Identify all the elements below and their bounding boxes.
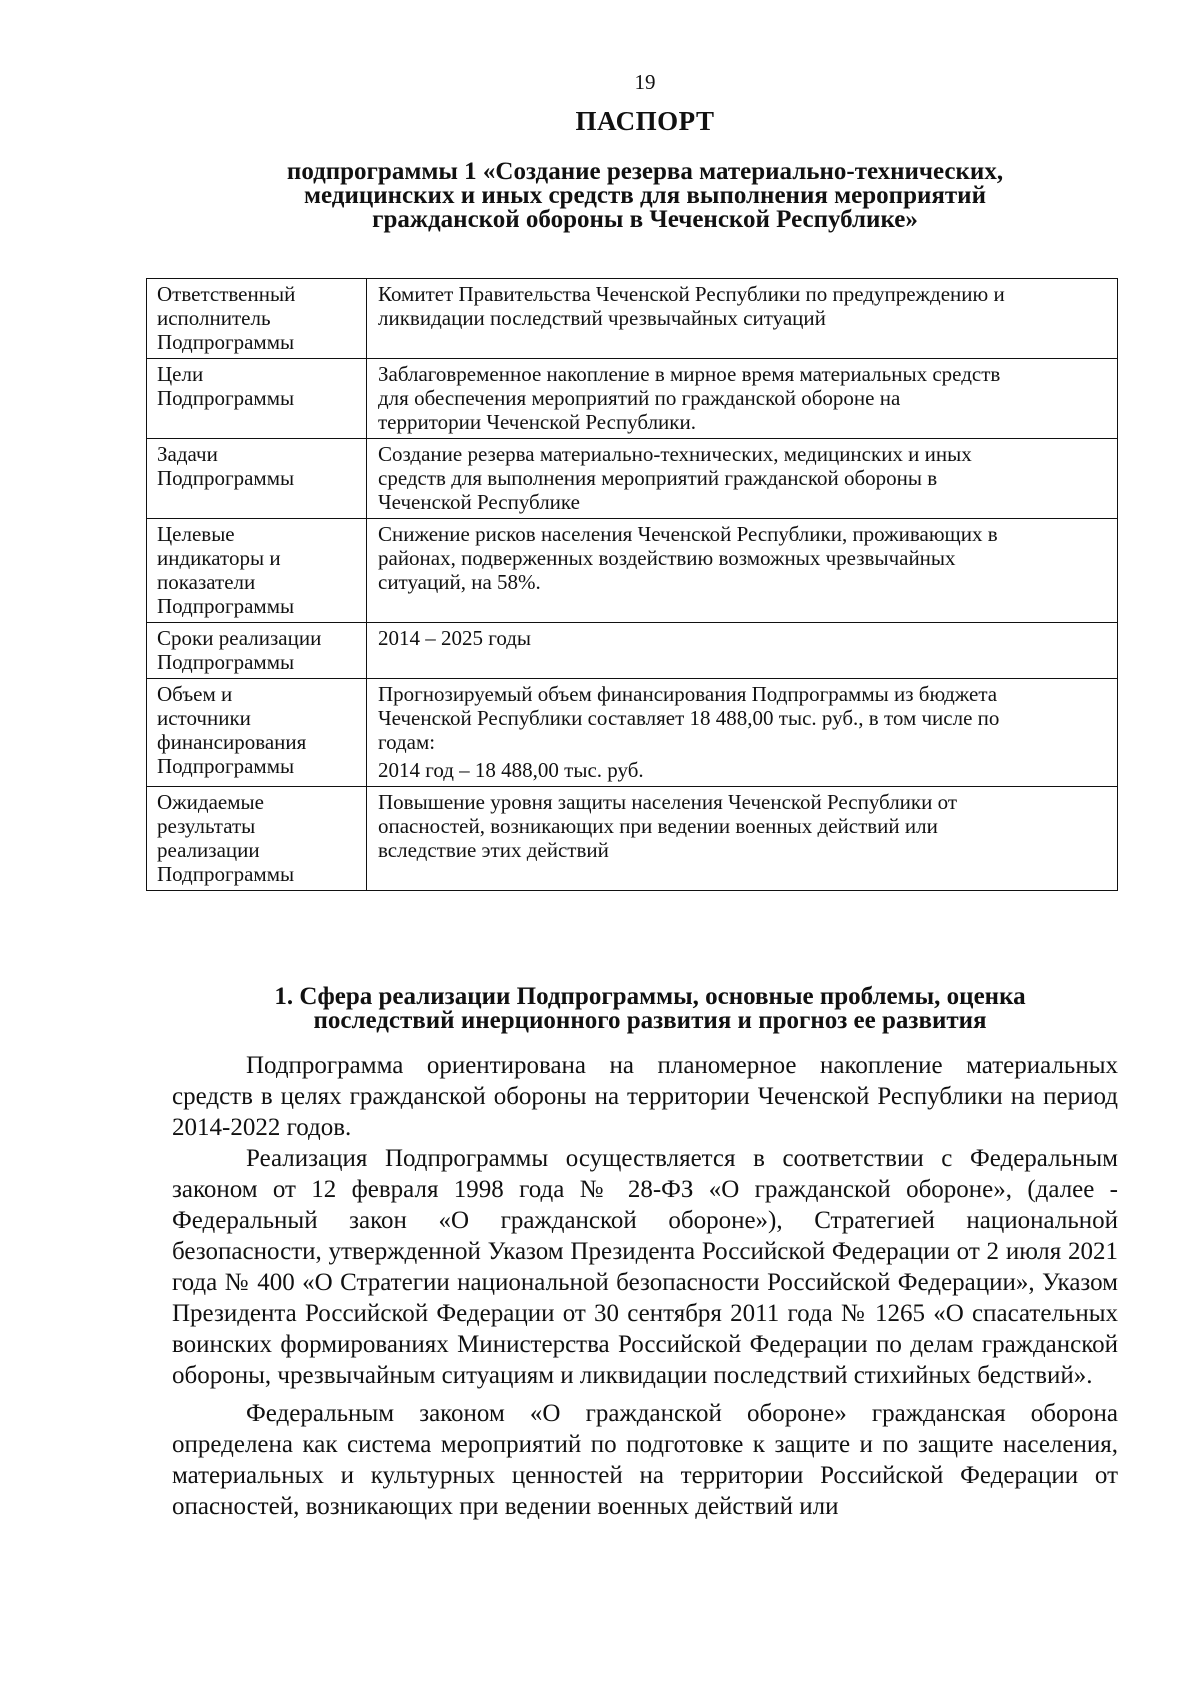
passport-label-line: исполнитель	[157, 306, 271, 330]
passport-value-extra: 2014 год – 18 488,00 тыс. руб.	[378, 758, 644, 782]
passport-value-line: Чеченской Республики составляет 18 488,00 тыс. руб., в том числе по	[378, 706, 1000, 730]
body-text	[172, 1050, 1118, 1522]
passport-label-line: финансирования	[157, 730, 307, 754]
passport-label-line: Объем и	[157, 682, 233, 706]
passport-value-line: Создание резерва материально-технических, медицинских и иных	[378, 442, 972, 466]
passport-label-line: результаты	[157, 814, 256, 838]
section-heading-line: последствий инерционного развития и прогноз ее развития	[313, 1007, 987, 1034]
passport-label-line: Подпрограммы	[157, 594, 295, 618]
paragraph: Реализация Подпрограммы осуществляется в соответствии с Федеральным законом от 12 февраля 1998 года № 28-ФЗ «О гражданской обороне», (далее - Федеральный закон «О гражданской обороне»), Стратегией национальной безопасности, утвержденной Указом Президента Российской Федерации от 2 июля 2021 года № 400 «О Стратегии национальной безопасности Российской Федерации», Указом Президента Российской Федерации от 30 сентября 2011 года № 1265 «О спасательных воинских формированиях Министерства Российской Федерации по делам гражданской обороны, чрезвычайным ситуациям и ликвидации последствий стихийных бедствий».	[172, 1145, 1118, 1389]
passport-row	[147, 623, 1118, 679]
passport-label-line: Подпрограммы	[157, 386, 295, 410]
passport-value-line: годам:	[378, 730, 436, 754]
passport-label-cell	[147, 279, 367, 359]
passport-label-cell	[147, 519, 367, 623]
passport-value-cell	[367, 787, 1118, 891]
document-title: ПАСПОРТ	[575, 106, 715, 136]
passport-value-line: Заблаговременное накопление в мирное время материальных средств	[378, 362, 1001, 386]
passport-label-cell	[147, 623, 367, 679]
section-heading	[220, 985, 1080, 1033]
passport-label-line: индикаторы и	[157, 546, 281, 570]
passport-label-line: Подпрограммы	[157, 466, 295, 490]
passport-label-cell	[147, 679, 367, 787]
passport-value-line: 2014 – 2025 годы	[378, 626, 532, 650]
passport-value-line: Комитет Правительства Чеченской Республики по предупреждению и	[378, 282, 1005, 306]
passport-label-cell	[147, 439, 367, 519]
passport-value-cell	[367, 519, 1118, 623]
passport-label-line: Целевые	[157, 522, 235, 546]
passport-label-line: реализации	[157, 838, 260, 862]
passport-value-line: Снижение рисков населения Чеченской Республики, проживающих в	[378, 522, 998, 546]
passport-value-cell	[367, 623, 1118, 679]
passport-label-line: Ответственный	[157, 282, 296, 306]
passport-value-cell	[367, 679, 1118, 787]
passport-label-line: Сроки реализации	[157, 626, 322, 650]
passport-row	[147, 359, 1118, 439]
passport-label-line: Задачи	[157, 442, 218, 466]
passport-label-line: Подпрограммы	[157, 862, 295, 886]
paragraph: Подпрограмма ориентирована на планомерное накопление материальных средств в целях гражданской обороны на территории Чеченской Республики на период 2014-2022 годов.	[172, 1052, 1118, 1141]
passport-label-line: Ожидаемые	[157, 790, 264, 814]
passport-label-line: источники	[157, 706, 251, 730]
passport-value-line: Прогнозируемый объем финансирования Подпрограммы из бюджета	[378, 682, 998, 706]
passport-row	[147, 787, 1118, 891]
section-heading-line: 1. Сфера реализации Подпрограммы, основные проблемы, оценка	[274, 983, 1026, 1010]
passport-label-line: Подпрограммы	[157, 754, 295, 778]
passport-label-cell	[147, 359, 367, 439]
passport-label-line: показатели	[157, 570, 256, 594]
subtitle-line: подпрограммы 1 «Создание резерва материально-технических,	[286, 158, 1004, 185]
passport-label-cell	[147, 787, 367, 891]
passport-row	[147, 679, 1118, 787]
passport-label-line: Цели	[157, 362, 204, 386]
passport-value-cell	[367, 359, 1118, 439]
subtitle-line: медицинских и иных средств для выполнения мероприятий	[304, 182, 986, 209]
passport-value-line: Чеченской Республике	[378, 490, 580, 514]
passport-value-line: территории Чеченской Республики.	[378, 410, 696, 434]
passport-row	[147, 279, 1118, 359]
passport-value-cell	[367, 439, 1118, 519]
passport-value-line: Повышение уровня защиты населения Чеченской Республики от	[378, 790, 958, 814]
passport-value-line: районах, подверженных воздействию возможных чрезвычайных	[378, 546, 956, 570]
passport-table	[146, 278, 1118, 891]
passport-value-line: вследствие этих действий	[378, 838, 609, 862]
passport-value-line: ситуаций, на 58%.	[378, 570, 541, 594]
passport-value-line: ликвидации последствий чрезвычайных ситуаций	[378, 306, 826, 330]
paragraph: Федеральным законом «О гражданской обороне» гражданская оборона определена как система мероприятий по подготовке к защите и по защите населения, материальных и культурных ценностей на территории Российской Федерации от опасностей, возникающих при ведении военных действий или	[172, 1400, 1118, 1520]
passport-value-line: средств для выполнения мероприятий гражданской обороны в	[378, 466, 938, 490]
passport-value-line: опасностей, возникающих при ведении военных действий или	[378, 814, 938, 838]
document-subtitle	[200, 160, 1090, 232]
passport-value-line: для обеспечения мероприятий по гражданской обороне на	[378, 386, 901, 410]
page-number: 19	[634, 70, 656, 94]
subtitle-line: гражданской обороны в Чеченской Республике»	[372, 206, 918, 233]
passport-label-line: Подпрограммы	[157, 330, 295, 354]
passport-row	[147, 439, 1118, 519]
passport-table-body	[147, 279, 1118, 891]
passport-label-line: Подпрограммы	[157, 650, 295, 674]
passport-row	[147, 519, 1118, 623]
passport-value-cell	[367, 279, 1118, 359]
